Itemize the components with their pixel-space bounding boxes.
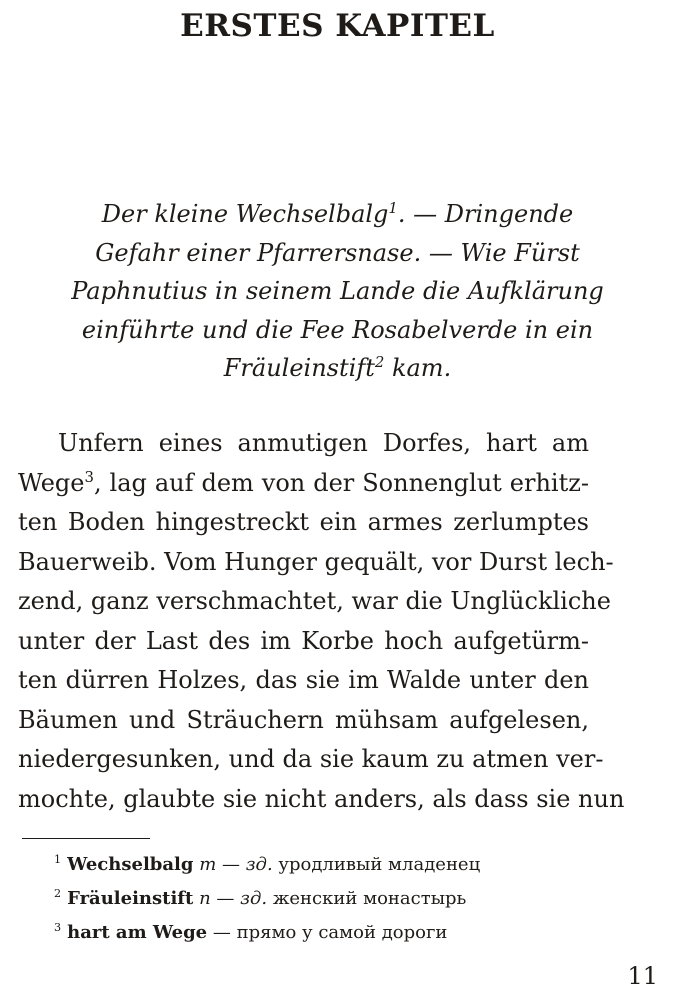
body-line: Unfern eines anmutigen Dorfes, hart am [58,429,589,457]
footnote-term: Wechselbalg [67,854,194,875]
body-line: ten Boden hingestreckt ein armes zerlumptes [18,508,589,536]
body-line: niedergesunken, und da sie kaum zu atmen ver- [18,745,604,773]
footnote-translation: уродливый младенец [272,854,481,875]
synopsis-line: Gefahr einer Pfarrersnase. — Wie Fürst [95,238,580,267]
footnotes [54,848,480,950]
footnote-number: 2 [54,887,62,901]
body-line: zend, ganz verschmachtet, war die Unglückliche [18,587,611,615]
footnote-translation: женский монастырь [267,888,467,909]
footnote-translation: прямо у самой дороги [236,922,448,943]
footnote: $^2$ Fräuleinstift n — зд. женский монастырь [54,887,467,909]
footnote-marker: 1 [388,199,398,218]
footnote: $^1$ Wechselbalg m — зд. уродливый младенец [54,853,481,875]
body-line: ten dürren Holzes, das sie im Walde unter den [18,666,589,694]
body-line: unter der Last des im Korbe hoch aufgetürm- [18,626,589,655]
synopsis-line: Der kleine Wechselbalg$^1$. — Dringende [101,199,574,228]
synopsis-line: einführte und die Fee Rosabelverde in ein [81,315,594,344]
body-line: mochte, glaubte sie nicht anders, als dass sie nun [18,784,625,813]
footnote-divider [22,838,150,839]
footnote-number: 1 [54,853,62,867]
body-paragraph [18,424,625,819]
body-line: Wege$^3$, lag auf dem von der Sonnenglut erhitz- [18,467,589,497]
body-line: Bäumen und Sträuchern mühsam aufgelesen, [18,705,589,734]
page-number: 11 [627,962,658,990]
body-line: Bauerweib. Vom Hunger gequält, vor Durst lech- [18,547,614,576]
footnote: $^3$ hart am Wege — прямо у самой дороги [54,921,448,943]
synopsis-line: Paphnutius in seinem Lande die Aufklärung [71,277,604,305]
synopsis-line: Fräuleinstift$^2$ kam. [223,353,452,382]
footnote-term: hart am Wege [67,922,208,943]
chapter-synopsis [20,195,655,388]
footnote-number: 3 [54,921,62,935]
footnote-marker: 3 [84,467,94,486]
footnote-marker: 2 [374,353,385,372]
footnote-term: Fräuleinstift [67,888,194,909]
chapter-title: ERSTES KAPITEL [180,8,495,44]
